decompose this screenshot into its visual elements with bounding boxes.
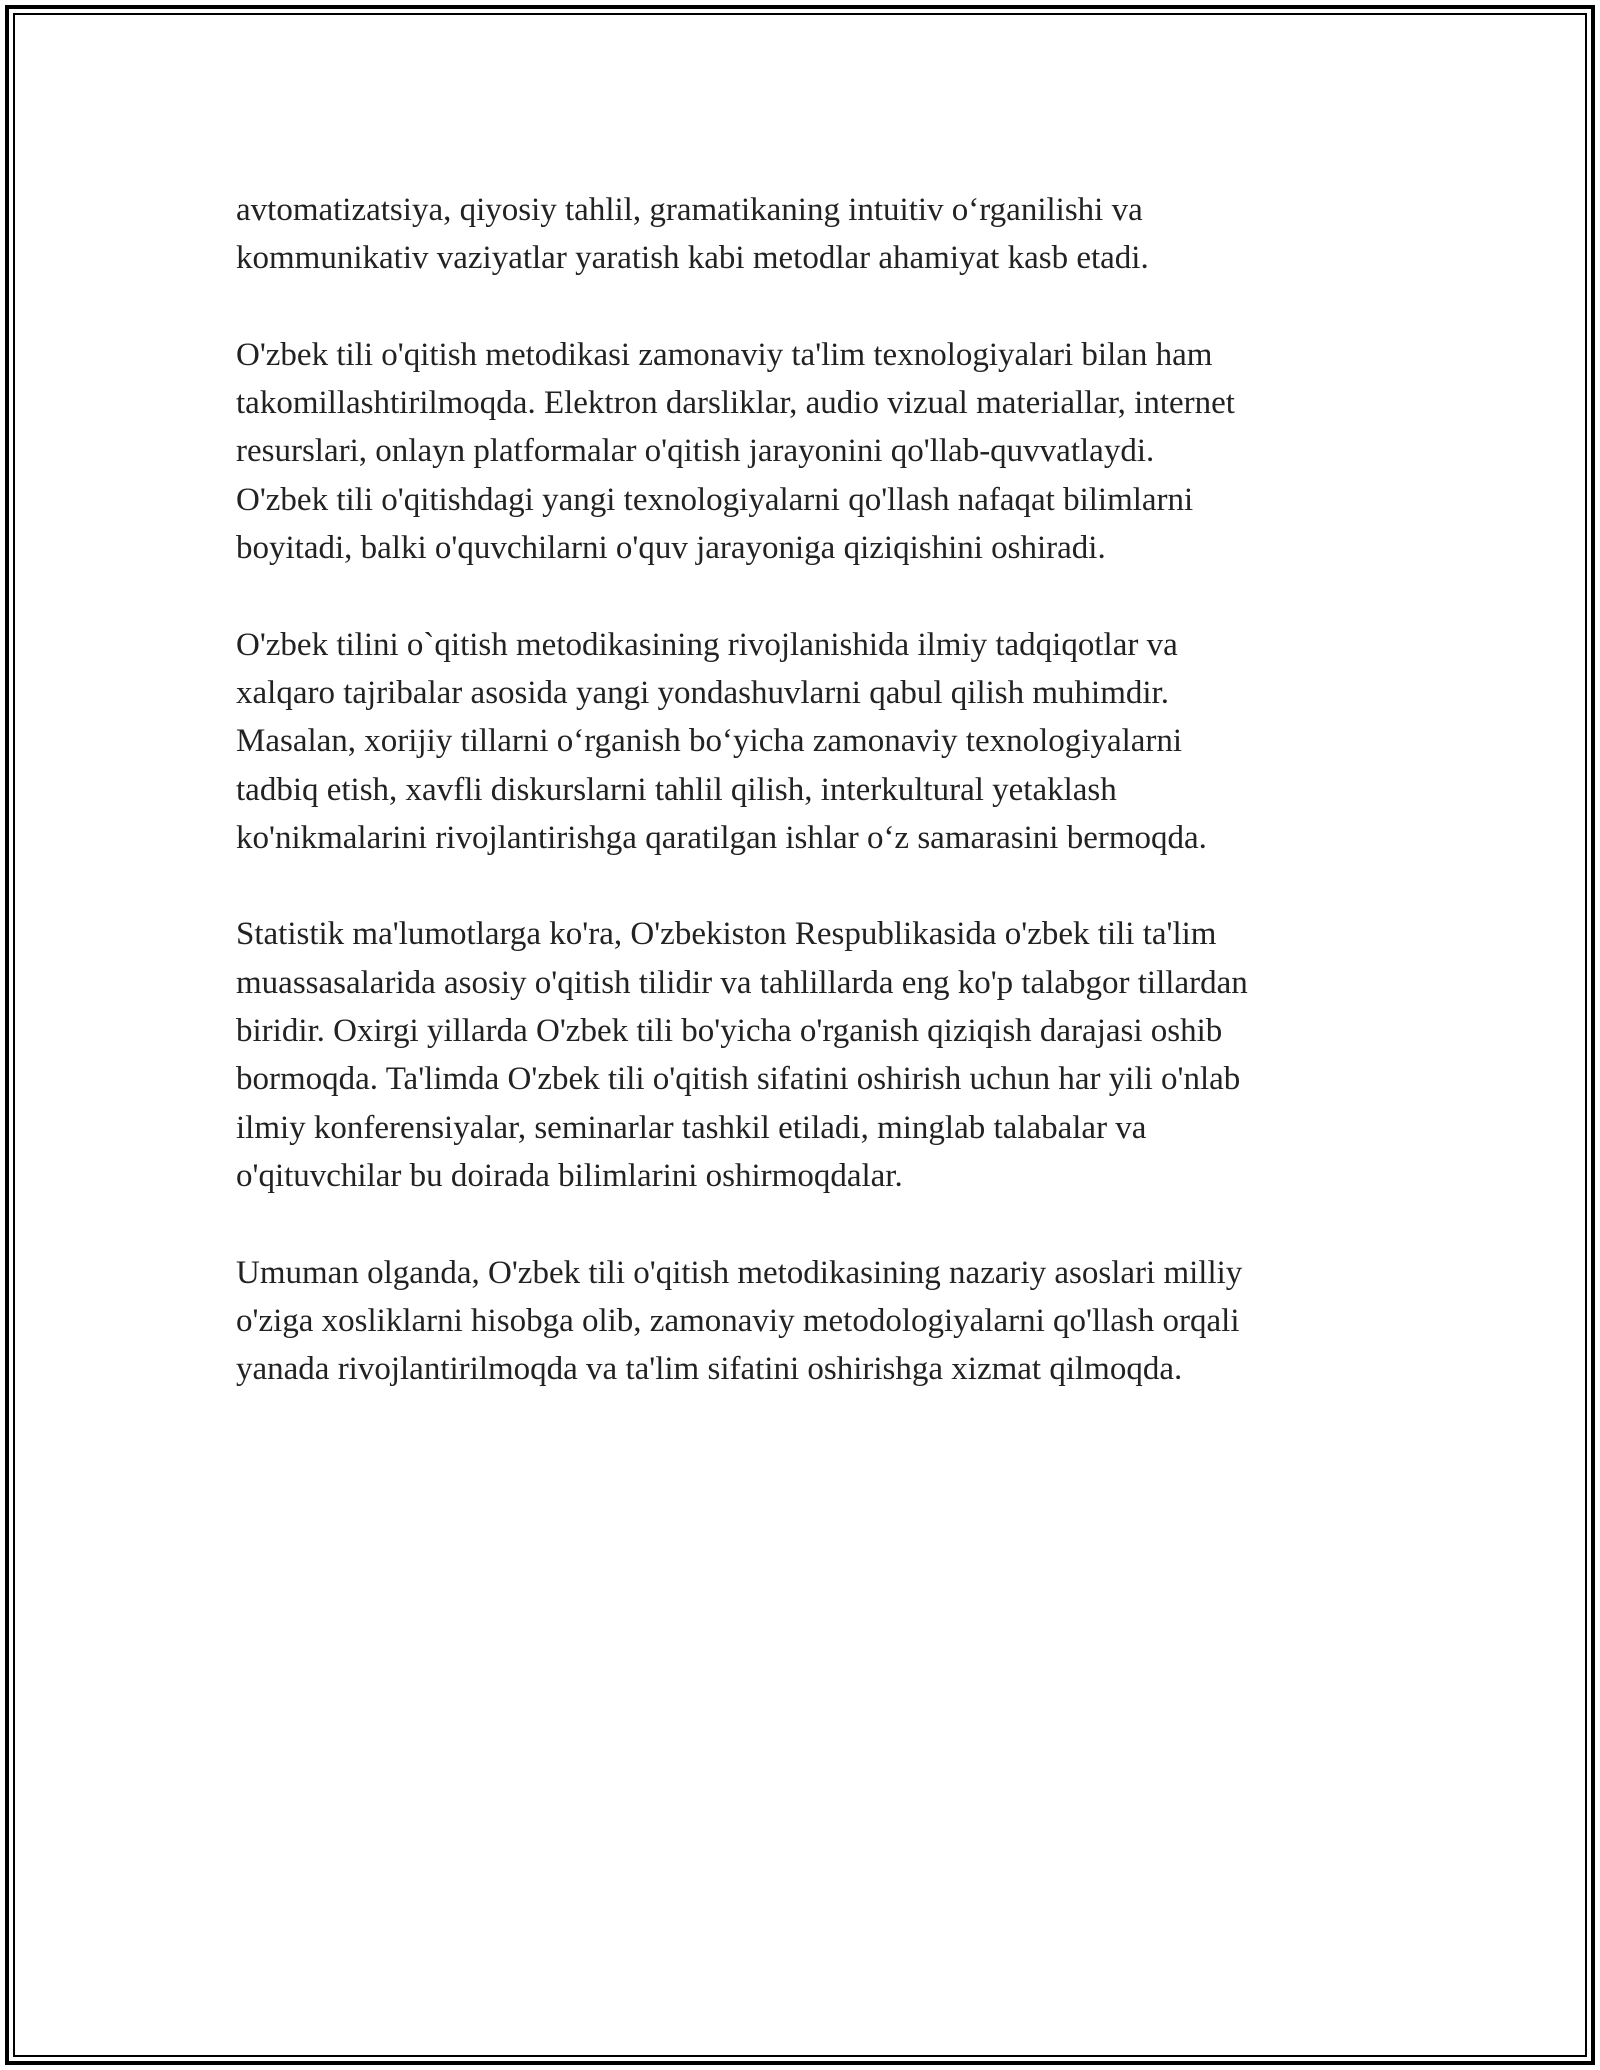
- paragraph-technologies: O'zbek tili o'qitish metodikasi zamonaviy ta'lim texnologiyalari bilan ham takomillashtirilmoqda. Elektron darsliklar, audio vizual materiallar, internet resurslari, onlayn platformalar o'qitish jarayonini qo'llab-quvvatlaydi. O'zbek tili o'qitishdagi yangi texnologiyalarni qo'llash nafaqat bilimlarni boyitadi, balki o'quvchilarni o'quv jarayoniga qiziqishini oshiradi.: [236, 336, 1235, 567]
- paragraph-statistics: Statistik ma'lumotlarga ko'ra, O'zbekiston Respublikasida o'zbek tili ta'lim muassasalarida asosiy o'qitish tilidir va tahlillarda eng ko'p talabgor tillardan biridir. Oxirgi yillarda O'zbek tili bo'yicha o'rganish qiziqish darajasi oshib bormoqda. Ta'limda O'zbek tili o'qitish sifatini oshirish uchun har yili o'nlab ilmiy konferensiyalar, seminarlar tashkil etiladi, minglab talabalar va o'qituvchilar bu doirada bilimlarini oshirmoqdalar.: [236, 916, 1248, 1194]
- paragraph-methods: avtomatizatsiya, qiyosiy tahlil, gramatikaning intuitiv o‘rganilishi va kommunikativ vaziyatlar yaratish kabi metodlar ahamiyat kasb etadi.: [236, 192, 1149, 277]
- paragraph-research: O'zbek tilini o`qitish metodikasining rivojlanishida ilmiy tadqiqotlar va xalqaro tajribalar asosida yangi yondashuvlarni qabul qilish muhimdir. Masalan, xorijiy tillarni o‘rganish bo‘yicha zamonaviy texnologiyalarni tadbiq etish, xavfli diskurslarni tahlil qilish, interkultural yetaklash ko'nikmalarini rivojlantirishga qaratilgan ishlar o‘z samarasini bermoqda.: [236, 626, 1207, 856]
- paragraph-conclusion: Umuman olganda, O'zbek tili o'qitish metodikasining nazariy asoslari milliy o'ziga xosliklarni hisobga olib, zamonaviy metodologiyalarni qo'llash orqali yanada rivojlantirilmoqda va ta'lim sifatini oshirishga xizmat qilmoqda.: [236, 1254, 1243, 1388]
- document-body: [236, 186, 1386, 1442]
